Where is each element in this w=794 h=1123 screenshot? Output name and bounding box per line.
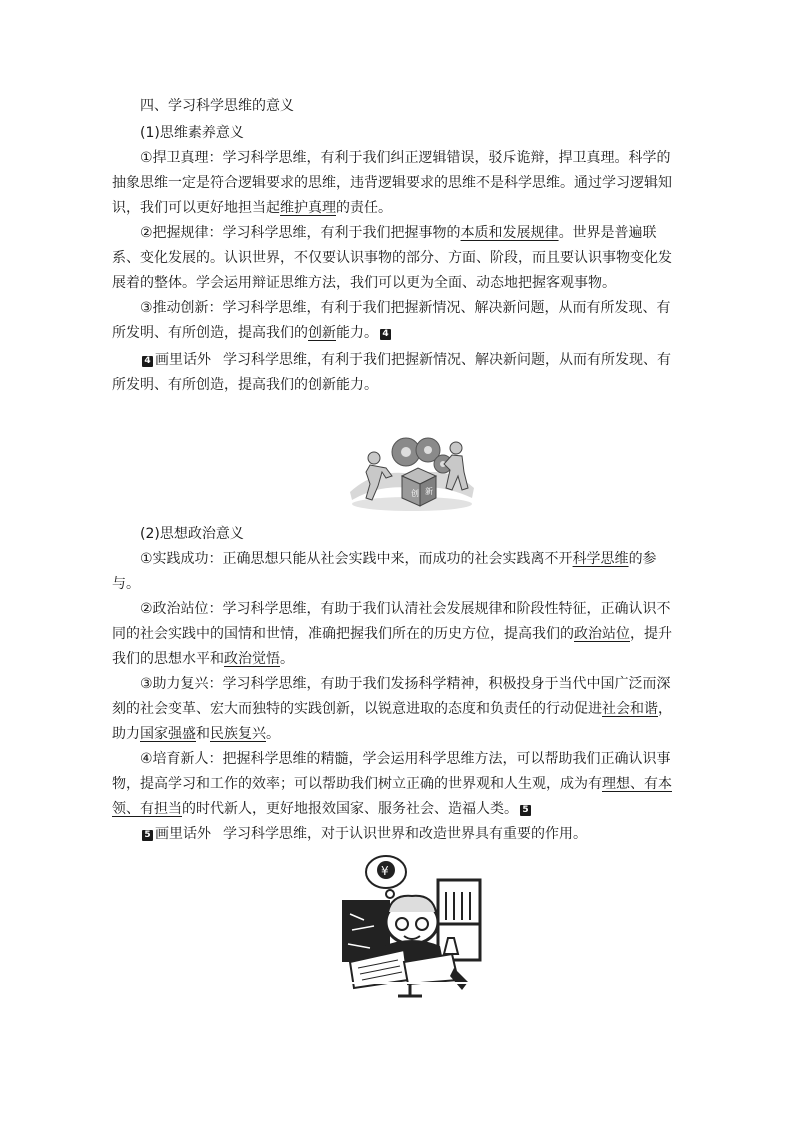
underlined-term: 创新	[308, 325, 336, 341]
aside-label: 画里话外	[155, 826, 211, 842]
paragraph-assist-rejuvenation: ③助力复兴：学习科学思维，有助于我们发扬科学精神，积极投身于当代中国广泛而深刻的社会变革、宏大而独特的实践创新，以锐意进取的态度和负责任的行动促进社会和谐，助力国家强盛和民族复兴。	[112, 676, 672, 742]
aside-badge: 5	[142, 830, 153, 841]
cube-label-2: 新	[425, 487, 433, 496]
paragraph-cultivate-new-people: ④培育新人：把握科学思维的精髓，学会运用科学思维方法，可以帮助我们正确认识事物，提高学习和工作的效率；可以帮助我们树立正确的世界观和人生观，成为有理想、有本领、有担当的时代新人，更好地报效国家、服务社会、造福人类。 5	[112, 751, 672, 817]
underlined-term: 政治站位	[574, 626, 630, 642]
reference-badge: 5	[520, 805, 531, 816]
underlined-term: 科学思维	[572, 551, 629, 567]
underlined-term: 理想、有本领、有担当	[112, 776, 672, 817]
teamwork-gears-innovation-icon	[346, 428, 478, 512]
underlined-term: 民族复兴	[210, 726, 266, 742]
aside-text: 学习科学思维，对于认识世界和改造世界具有重要的作用。	[223, 826, 587, 842]
scholar-studying-icon	[334, 850, 490, 1000]
paragraph-practice-success: ①实践成功：正确思想只能从社会实践中来，而成功的社会实践离不开科学思维的参与。	[112, 551, 657, 592]
bubble-symbol: ¥	[381, 864, 389, 878]
reference-badge: 4	[380, 329, 391, 340]
subsection-1-title: (1)思维素养意义	[140, 125, 244, 141]
aside-label: 画里话外	[155, 352, 211, 368]
aside-note-2	[112, 822, 682, 847]
aside-text: 学习科学思维，有利于我们把握新情况、解决新问题，从而有所发现、有所发明、有所创造，提高我们的创新能力。	[112, 352, 671, 393]
underlined-term: 国家强盛	[140, 726, 196, 742]
section-1-text	[112, 94, 682, 398]
underlined-term: 维护真理	[280, 200, 336, 216]
paragraph-grasp-laws: ②把握规律：学习科学思维，有利于我们把握事物的本质和发展规律。世界是普遍联系、变化发展的。认识世界，不仅要认识事物的部分、方面、阶段，而且要认识事物变化发展着的整体。学会运用辩证思维方法，我们可以更为全面、动态地把握客观事物。	[112, 225, 672, 291]
section-title: 四、学习科学思维的意义	[140, 98, 294, 114]
underlined-term: 社会和谐	[602, 701, 658, 717]
aside-badge: 4	[142, 356, 153, 367]
subsection-2-title: (2)思想政治意义	[140, 526, 244, 542]
paragraph-defend-truth: ①捍卫真理：学习科学思维，有利于我们纠正逻辑错误，驳斥诡辩，捍卫真理。科学的抽象思维一定是符合逻辑要求的思维，违背逻辑要求的思维不是科学思维。通过学习逻辑知识，我们可以更好地担当起维护真理的责任。	[112, 150, 672, 216]
cube-label-1: 创	[411, 489, 419, 498]
underlined-term: 政治觉悟	[224, 651, 280, 667]
paragraph-promote-innovation: ③推动创新：学习科学思维，有利于我们把握新情况、解决新问题，从而有所发现、有所发明、有所创造，提高我们的创新能力。 4	[112, 300, 671, 341]
underlined-term: 本质和发展规律	[460, 225, 559, 241]
section-2-text	[112, 522, 682, 847]
aside-note-1	[112, 348, 682, 398]
paragraph-political-stance: ②政治站位：学习科学思维，有助于我们认清社会发展规律和阶段性特征，正确认识不同的社会实践中的国情和世情，准确把握我们所在的历史方位，提高我们的政治站位，提升我们的思想水平和政治觉悟。	[112, 601, 672, 667]
